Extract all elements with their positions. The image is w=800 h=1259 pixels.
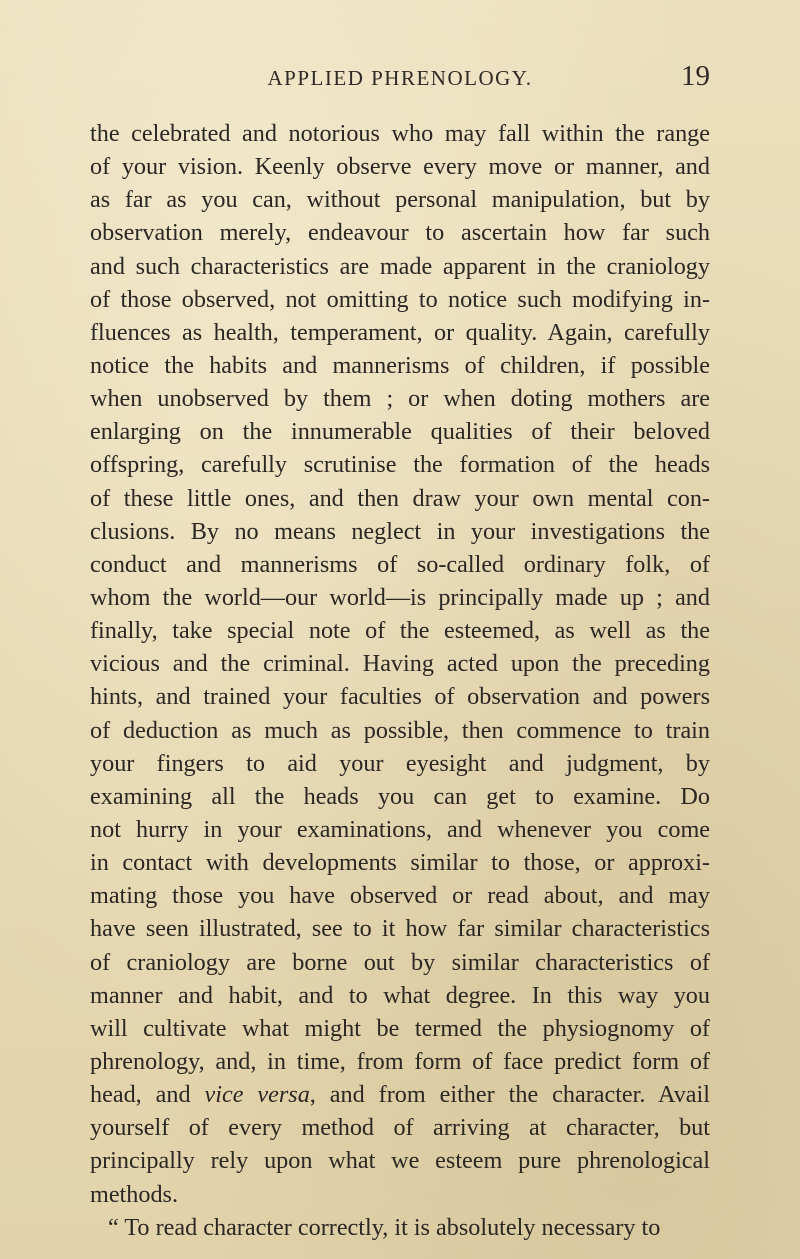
body-text	[90, 117, 710, 1244]
text-line: as far as you can, without personal manipulation, but by	[90, 186, 710, 214]
text-line: conduct and mannerisms of so-called ordinary folk, of	[90, 550, 710, 578]
text-line: observation merely, endeavour to ascertain how far such	[90, 219, 710, 247]
text-line: of craniology are borne out by similar characteristics of	[90, 948, 710, 976]
text-line: of those observed, not omitting to notice such modifying in-	[90, 285, 710, 313]
text-line: yourself of every method of arriving at character, but	[90, 1114, 710, 1142]
text-line: whom the world—our world—is principally made up ; and	[90, 583, 710, 611]
text-line: enlarging on the innumerable qualities of their beloved	[90, 418, 710, 446]
text-line: principally rely upon what we esteem pure phrenological	[90, 1147, 710, 1175]
page-number: 19	[681, 60, 710, 92]
text-line: will cultivate what might be termed the physiognomy of	[90, 1014, 710, 1042]
text-line-paragraph-end: methods.	[90, 1180, 179, 1208]
text-line: fluences as health, temperament, or quality. Again, carefully	[90, 318, 710, 346]
text-line: vicious and the criminal. Having acted upon the preceding	[90, 650, 710, 678]
page-header	[90, 60, 710, 100]
text-line: and such characteristics are made apparent in the craniology	[90, 252, 710, 280]
text-line: have seen illustrated, see to it how far similar characteristics	[90, 915, 710, 943]
text-line: the celebrated and notorious who may fall within the range	[90, 120, 710, 147]
text-line: phrenology, and, in time, from form of face predict form of	[90, 1047, 710, 1075]
text-segment: head, and	[90, 1081, 205, 1109]
text-line: offspring, carefully scrutinise the formation of the heads	[90, 451, 710, 479]
text-line: finally, take special note of the esteemed, as well as the	[90, 617, 710, 645]
text-line: examining all the heads you can get to examine. Do	[90, 782, 710, 810]
running-head: APPLIED PHRENOLOGY.	[267, 66, 533, 90]
text-line: mating those you have observed or read about, and may	[90, 882, 710, 910]
text-line: clusions. By no means neglect in your investigations the	[90, 517, 710, 545]
text-line: your fingers to aid your eyesight and judgment, by	[90, 749, 710, 777]
text-segment: , and from either the character. Avail	[309, 1081, 710, 1109]
text-line: when unobserved by them ; or when doting mothers are	[90, 385, 710, 413]
text-line: notice the habits and mannerisms of children, if possible	[90, 351, 710, 379]
text-line: manner and habit, and to what degree. In this way you	[90, 981, 710, 1009]
italic-phrase: vice versa	[204, 1081, 310, 1109]
text-line: in contact with developments similar to those, or approxi-	[90, 849, 710, 877]
text-line-with-italic	[90, 1078, 710, 1111]
text-line: of these little ones, and then draw your own mental con-	[90, 484, 710, 512]
text-line: of your vision. Keenly observe every move or manner, and	[90, 153, 710, 181]
text-line-quotation-start: “ To read character correctly, it is absolutely necessary to	[108, 1213, 661, 1241]
text-line: not hurry in your examinations, and whenever you come	[90, 815, 710, 843]
text-line: hints, and trained your faculties of observation and powers	[90, 683, 710, 711]
text-line: of deduction as much as possible, then commence to train	[90, 716, 710, 744]
